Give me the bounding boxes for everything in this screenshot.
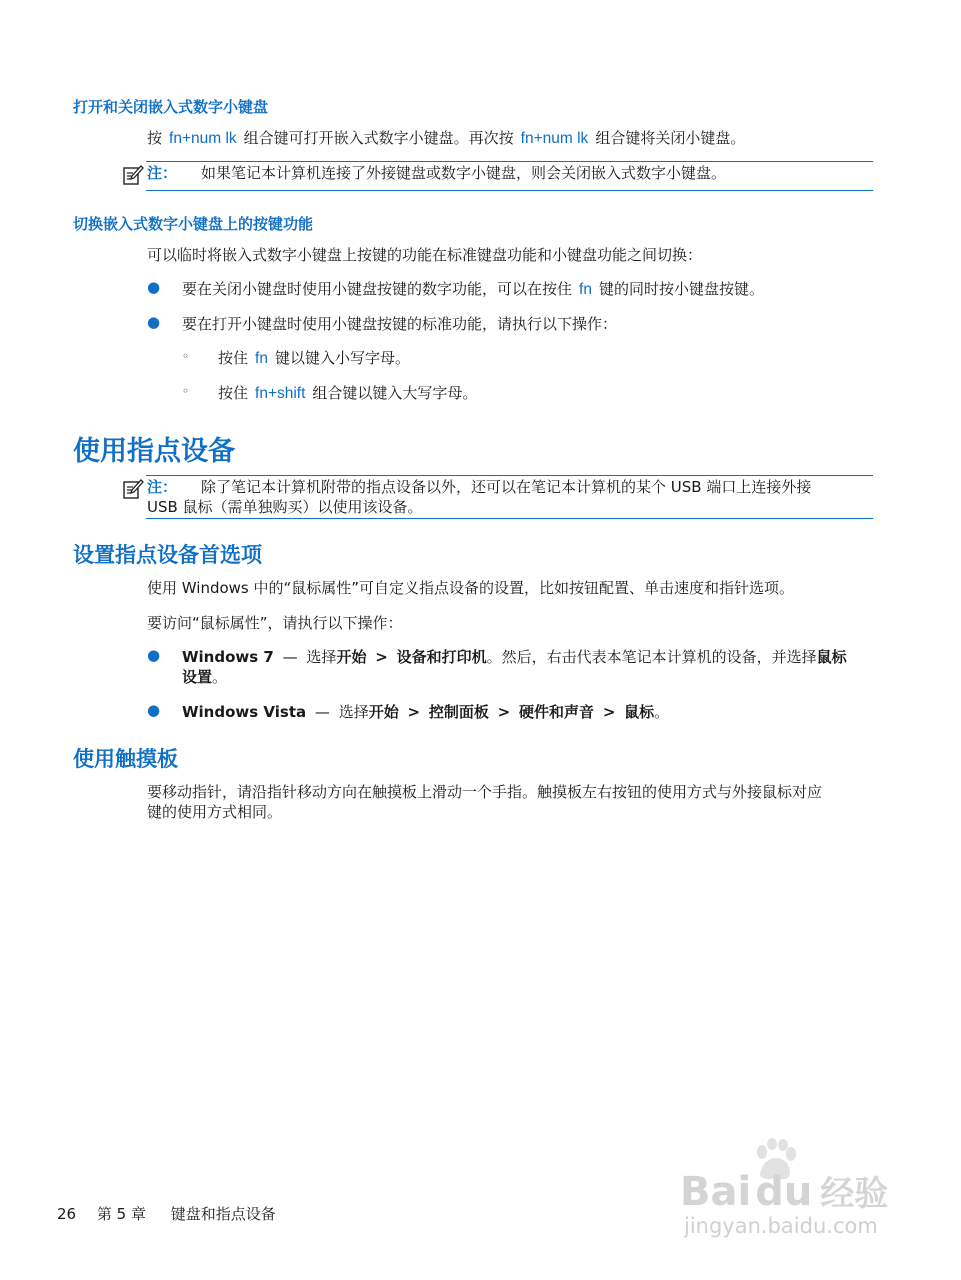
sub-item-uppercase xyxy=(218,383,477,404)
section-heading-preferences: 设置指点设备首选项 xyxy=(73,543,262,567)
paragraph-toggle-keypad xyxy=(147,128,745,149)
bullet-dot: ● xyxy=(147,313,161,331)
sub-item-lowercase xyxy=(218,348,410,369)
text: 按住 xyxy=(218,384,249,402)
key-label: fn xyxy=(255,350,268,367)
key-label: fn+shift xyxy=(255,385,306,402)
gt: > xyxy=(497,703,511,721)
text: 组合键可打开嵌入式数字小键盘。再次按 xyxy=(243,129,514,147)
list-item-standard-function: 要在打开小键盘时使用小键盘按键的标准功能，请执行以下操作： xyxy=(182,315,618,333)
sub-bullet-circle: ◦ xyxy=(182,349,190,363)
dash: — xyxy=(314,703,330,721)
text: 要在关闭小键盘时使用小键盘按键的数字功能，可以在按住 xyxy=(182,280,573,298)
chapter-title: 键盘和指点设备 xyxy=(170,1205,276,1223)
bullet-dot: ● xyxy=(147,701,161,719)
text: 选择 xyxy=(338,703,369,721)
watermark-cn: 经验 xyxy=(820,1174,889,1214)
text: 选择 xyxy=(306,648,337,666)
menu-hardware-sound: 硬件和声音 xyxy=(519,703,595,721)
menu-mouse: 鼠标 xyxy=(624,703,655,721)
watermark-brand-b: du xyxy=(755,1169,813,1215)
bullet-dot: ● xyxy=(147,278,161,296)
menu-mouse: 鼠标 xyxy=(816,648,847,666)
note-text-line1: 除了笔记本计算机附带的指点设备以外，还可以在笔记本计算机的某个 USB 端口上连接外接 xyxy=(201,478,812,496)
list-item-windows7 xyxy=(182,647,874,687)
menu-control-panel: 控制面板 xyxy=(428,703,489,721)
menu-start: 开始 xyxy=(368,703,399,721)
note-text: 如果笔记本计算机连接了外接键盘或数字小键盘，则会关闭嵌入式数字小键盘。 xyxy=(201,164,727,182)
note-label: 注： xyxy=(147,164,178,182)
watermark-brand-a: Bai xyxy=(680,1169,752,1215)
list-item-windows-vista xyxy=(182,702,669,722)
watermark-brand xyxy=(680,1166,888,1215)
key-label: fn xyxy=(579,281,592,298)
baidu-watermark xyxy=(680,1138,910,1248)
list-item-numeric-function xyxy=(182,279,764,300)
key-label: fn+num lk xyxy=(520,130,589,147)
text: 键的同时按小键盘按键。 xyxy=(598,280,764,298)
note-border-bottom xyxy=(146,190,873,191)
note-border-top xyxy=(146,475,873,476)
paragraph-line: 要移动指针，请沿指针移动方向在触摸板上滑动一个手指。触摸板左右按钮的使用方式与外接鼠标对应 xyxy=(147,783,823,801)
text: 。 xyxy=(654,703,670,721)
sub-bullet-circle: ◦ xyxy=(182,384,190,398)
footer xyxy=(57,1203,276,1224)
dash: — xyxy=(282,648,298,666)
gt: > xyxy=(375,648,388,666)
note-keypad xyxy=(147,163,726,183)
note-text-line2: USB 鼠标（需单独购买）以使用该设备。 xyxy=(147,498,423,516)
page-number: 26 xyxy=(57,1205,77,1223)
text: 键以键入小写字母。 xyxy=(274,349,410,367)
paragraph-mouse-properties: 使用 Windows 中的“鼠标属性”可自定义指点设备的设置，比如按钮配置、单击速度和指针选项。 xyxy=(147,579,795,597)
menu-devices-printers: 设备和打印机 xyxy=(396,648,487,666)
watermark-url: jingyan.baidu.com xyxy=(684,1214,878,1238)
section-heading-toggle-keypad: 打开和关闭嵌入式数字小键盘 xyxy=(73,98,269,116)
note-border-top xyxy=(146,161,873,162)
text: 组合键以键入大写字母。 xyxy=(312,384,478,402)
menu-start: 开始 xyxy=(336,648,367,666)
gt: > xyxy=(407,703,421,721)
note-usb-mouse xyxy=(147,477,874,517)
gt: > xyxy=(602,703,616,721)
note-label: 注： xyxy=(147,478,178,496)
text: 。然后，右击代表本笔记本计算机的设备，并选择 xyxy=(486,648,817,666)
section-heading-touchpad: 使用触摸板 xyxy=(73,747,178,771)
bullet-dot: ● xyxy=(147,646,161,664)
os-name: Windows 7 xyxy=(182,648,274,666)
note-pencil-icon xyxy=(122,478,144,500)
chapter-heading-pointing-devices: 使用指点设备 xyxy=(73,436,235,467)
paragraph-touchpad xyxy=(147,782,877,822)
text: 组合键将关闭小键盘。 xyxy=(595,129,746,147)
menu-settings: 设置 xyxy=(182,668,213,686)
chapter-number: 第 5 章 xyxy=(96,1205,146,1223)
section-heading-switch-functions: 切换嵌入式数字小键盘上的按键功能 xyxy=(73,215,314,233)
text: 按住 xyxy=(218,349,249,367)
key-label: fn+num lk xyxy=(169,130,237,147)
text: 。 xyxy=(212,668,228,686)
note-pencil-icon xyxy=(122,164,144,186)
paragraph-line: 键的使用方式相同。 xyxy=(147,803,283,821)
paragraph-switch-intro: 可以临时将嵌入式数字小键盘上按键的功能在标准键盘功能和小键盘功能之间切换： xyxy=(147,246,703,264)
os-name: Windows Vista xyxy=(182,703,307,721)
text: 按 xyxy=(147,129,163,147)
paragraph-access-properties: 要访问“鼠标属性”，请执行以下操作： xyxy=(147,614,403,632)
note-border-bottom xyxy=(146,518,873,519)
